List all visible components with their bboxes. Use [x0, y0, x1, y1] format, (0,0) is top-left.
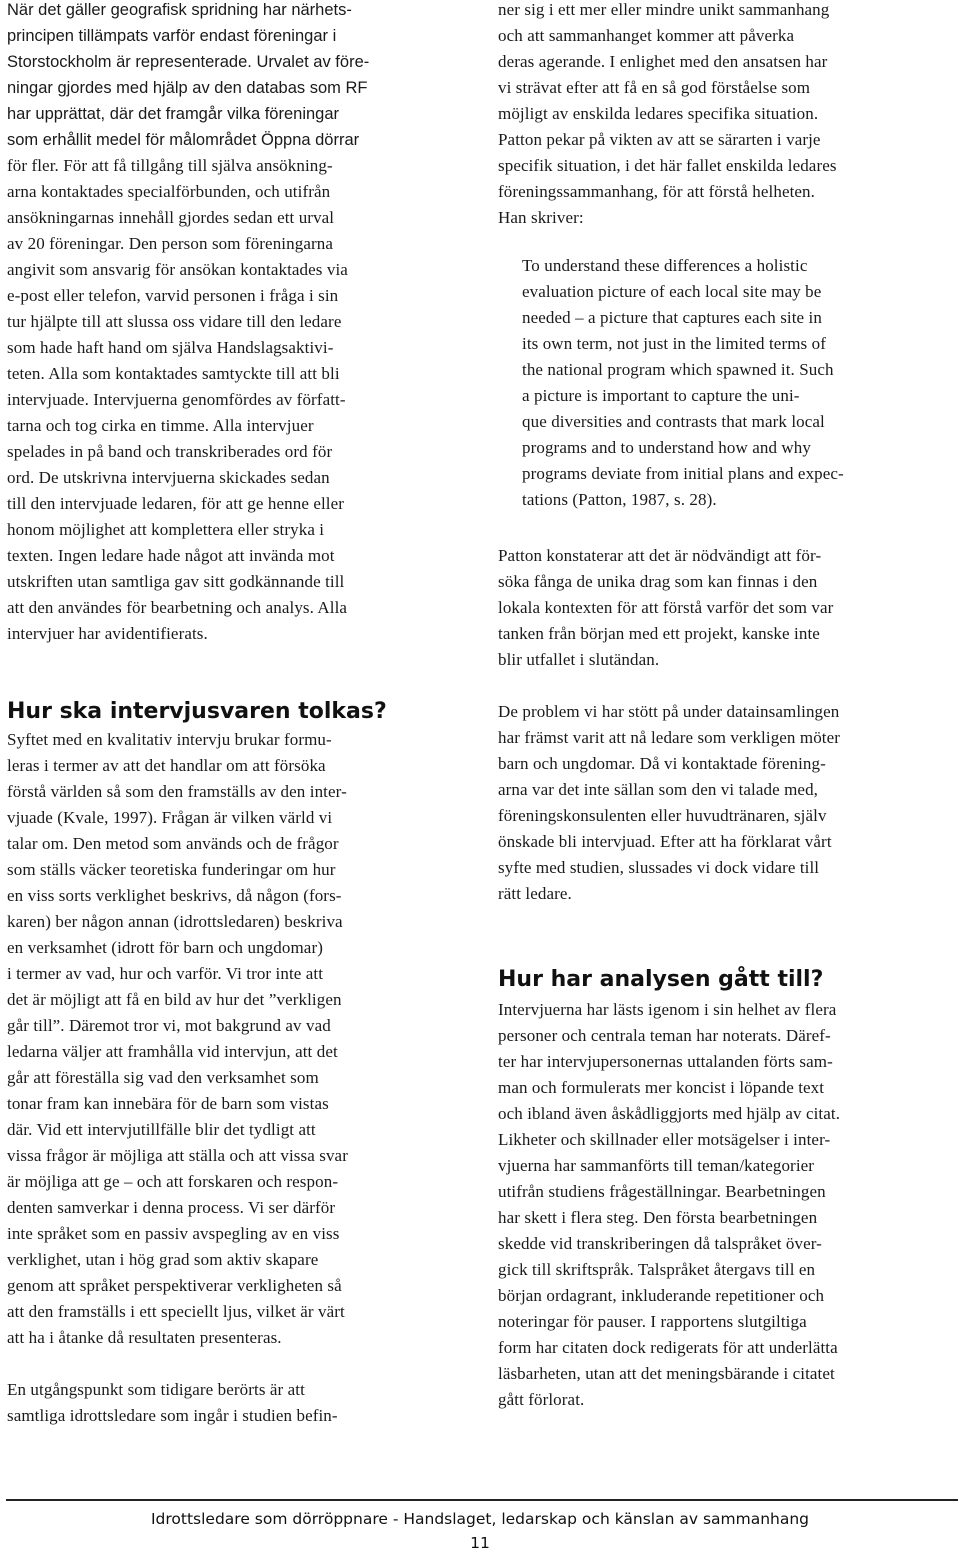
right-column	[498, 0, 950, 1413]
text-line: ord. De utskrivna intervjuerna skickades sedan	[7, 468, 330, 487]
quote-line: evaluation picture of each local site may be	[522, 282, 822, 301]
text-line: spelades in på band och transkriberades ord för	[7, 442, 333, 461]
text-line: ner sig i ett mer eller mindre unikt sammanhang	[498, 0, 830, 19]
text-line: har främst varit att nå ledare som verkligen möter	[498, 728, 841, 747]
text-line: Patton konstaterar att det är nödvändigt att för-	[498, 546, 822, 565]
text-line: föreningskonsulenten eller huvudtränaren, själv	[498, 806, 827, 825]
text-line: arna var det inte sällan som den vi talade med,	[498, 780, 819, 799]
text-line: där. Vid ett intervjutillfälle blir det tydligt att	[7, 1120, 316, 1139]
text-line: karen) ber någon annan (idrottsledaren) beskriva	[7, 912, 343, 931]
text-line: De problem vi har stött på under datainsamlingen	[498, 702, 840, 721]
text-line: utskriften utan samtliga gav sitt godkännande till	[7, 572, 345, 591]
text-line: teten. Alla som kontaktades samtyckte till att bli	[7, 364, 340, 383]
text-line: och ibland även åskådliggjorts med hjälp av citat.	[498, 1104, 841, 1123]
text-line: läsbarheten, utan att det meningsbärande i citatet	[498, 1364, 835, 1383]
text-line: är möjliga att ge – och att forskaren och respon-	[7, 1172, 339, 1191]
text-line: vjuade (Kvale, 1997). Frågan är vilken värld vi	[7, 808, 333, 827]
text-line: texten. Ingen ledare hade något att invända mot	[7, 546, 335, 565]
text-line: önskade bli intervjuad. Efter att ha förklarat vårt	[498, 832, 832, 851]
text-line: av 20 föreningar. Den person som föreningarna	[7, 234, 333, 253]
text-line: går att föreställa sig vad den verksamhet som	[7, 1068, 319, 1087]
text-line: går till”. Däremot tror vi, mot bakgrund av vad	[7, 1016, 331, 1035]
text-line: syfte med studien, slussades vi dock vidare till	[498, 858, 820, 877]
text-line: noteringar för pauser. I rapportens slutgiltiga	[498, 1312, 807, 1331]
text-line: som erhållit medel för målområdet Öppna dörrar	[7, 131, 360, 149]
running-footer-title: Idrottsledare som dörröppnare - Handslaget, ledarskap och känslan av sammanhang	[150, 1510, 810, 1528]
text-line: rätt ledare.	[498, 884, 572, 903]
text-line: När det gäller geografisk spridning har närhets-	[7, 1, 352, 19]
quote-line: a picture is important to capture the uni-	[522, 386, 800, 405]
text-line: skedde vid transkriberingen då talspråket över-	[498, 1234, 822, 1253]
text-line: som hade haft hand om själva Handslagsaktivi-	[7, 338, 334, 357]
text-line: honom möjlighet att komplettera eller stryka i	[7, 520, 325, 539]
text-line: tanken från början med ett projekt, kanske inte	[498, 624, 820, 643]
quote-line: que diversities and contrasts that mark local	[522, 412, 825, 431]
text-line: ningar gjordes med hjälp av den databas som RF	[7, 79, 368, 97]
text-line: Intervjuerna har lästs igenom i sin helhet av flera	[498, 1000, 837, 1019]
text-line: gick till skriftspråk. Talspråket återgavs till en	[498, 1260, 816, 1279]
text-line: lokala kontexten för att förstå varför det som var	[498, 598, 834, 617]
text-line: intervjuade. Intervjuerna genomfördes av författ-	[7, 390, 346, 409]
text-line: gått förlorat.	[498, 1390, 585, 1409]
text-line: angivit som ansvarig för ansökan kontaktades via	[7, 260, 348, 279]
text-line: ledarna väljer att framhålla vid intervjun, att det	[7, 1042, 338, 1061]
text-line: till den intervjuade ledaren, för att ge henne eller	[7, 494, 345, 513]
text-line: talar om. Den metod som används och de frågor	[7, 834, 339, 853]
text-line: och att sammanhanget kommer att påverka	[498, 26, 795, 45]
text-line: e-post eller telefon, varvid personen i fråga i sin	[7, 286, 339, 305]
text-line: Syftet med en kvalitativ intervju brukar formu-	[7, 730, 332, 749]
text-line: blir utfallet i slutändan.	[498, 650, 660, 669]
text-line: barn och ungdomar. Då vi kontaktade förening-	[498, 754, 826, 773]
text-line: tonar fram kan innebära för de barn som vistas	[7, 1094, 329, 1113]
left-paragraph-2	[7, 727, 460, 1351]
text-line: arna kontaktades specialförbunden, och utifrån	[7, 182, 331, 201]
quote-line: the national program which spawned it. Such	[522, 360, 834, 379]
text-line: föreningssammanhang, för att förstå helheten.	[498, 182, 816, 201]
text-line: tur hjälpte till att slussa oss vidare till den ledare	[7, 312, 342, 331]
text-line: personer och centrala teman har noterats. Däref-	[498, 1026, 831, 1045]
text-line: ter har intervjupersonernas uttalanden förts sam-	[498, 1052, 833, 1071]
right-paragraph-1	[498, 0, 950, 231]
text-line: att den användes för bearbetning och analys. Alla	[7, 598, 348, 617]
text-line: söka fånga de unika drag som kan finnas i den	[498, 572, 818, 591]
text-line: Han skriver:	[498, 208, 584, 227]
text-line: ansökningarnas innehåll gjordes sedan ett urval	[7, 208, 335, 227]
text-line: utifrån studiens frågeställningar. Bearbetningen	[498, 1182, 826, 1201]
text-line: har upprättat, där det framgår vilka föreningar	[7, 105, 340, 123]
text-line: principen tillämpats varför endast föreningar i	[7, 27, 337, 45]
text-line: leras i termer av att det handlar om att försöka	[7, 756, 326, 775]
text-line: som ställs väcker teoretiska funderingar om hur	[7, 860, 336, 879]
text-line: verklighet, utan i hög grad som aktiv skapare	[7, 1250, 319, 1269]
text-line: det är möjligt att få en bild av hur det ”verkligen	[7, 990, 342, 1009]
text-line: en viss sorts verklighet beskrivs, då någon (fors-	[7, 886, 342, 905]
text-line: Storstockholm är representerade. Urvalet av före-	[7, 53, 370, 71]
text-line: tarna och tog cirka en timme. Alla intervjuer	[7, 416, 314, 435]
text-line: En utgångspunkt som tidigare berörts är att	[7, 1380, 305, 1399]
quote-line: programs deviate from initial plans and expec-	[522, 464, 844, 483]
left-paragraph-3	[7, 1377, 460, 1429]
section-heading-interpretation: Hur ska intervjusvaren tolkas?	[7, 699, 387, 724]
quote-line: tations (Patton, 1987, s. 28).	[522, 490, 717, 509]
text-line: vi strävat efter att få en så god förståelse som	[498, 78, 811, 97]
text-line: samtliga idrottsledare som ingår i studien befin-	[7, 1406, 338, 1425]
left-paragraph-1	[7, 0, 460, 647]
text-line: att ha i åtanke då resultaten presenteras.	[7, 1328, 282, 1347]
text-line: har skett i flera steg. Den första bearbetningen	[498, 1208, 818, 1227]
quote-line: To understand these differences a holistic	[522, 256, 808, 275]
quote-line: programs and to understand how and why	[522, 438, 811, 457]
text-line: denten samverkar i denna process. Vi ser därför	[7, 1198, 336, 1217]
quote-line: needed – a picture that captures each site in	[522, 308, 822, 327]
text-line: intervjuer har avidentifierats.	[7, 624, 208, 643]
text-line: Patton pekar på vikten av att se särarten i varje	[498, 130, 821, 149]
text-line: början ordagrant, inkluderande repetitioner och	[498, 1286, 825, 1305]
text-line: specifik situation, i det här fallet enskilda ledares	[498, 156, 837, 175]
right-paragraph-4	[498, 997, 950, 1413]
right-paragraph-3	[498, 699, 950, 907]
page-number: 11	[470, 1534, 490, 1552]
footer-divider	[6, 1499, 958, 1501]
text-line: förstå världen så som den framställs av den inter-	[7, 782, 347, 801]
text-line: Likheter och skillnader eller motsägelser i inter-	[498, 1130, 831, 1149]
quote-line: its own term, not just in the limited terms of	[522, 334, 826, 353]
text-line: för fler. För att få tillgång till själva ansökning-	[7, 156, 333, 175]
text-line: man och formulerats mer koncist i löpande text	[498, 1078, 825, 1097]
text-line: en verksamhet (idrott för barn och ungdomar)	[7, 938, 323, 957]
text-line: vissa frågor är möjliga att ställa och att vissa svar	[7, 1146, 348, 1165]
right-paragraph-2	[498, 543, 950, 673]
section-heading-analysis: Hur har analysen gått till?	[498, 967, 824, 992]
text-line: form har citaten dock redigerats för att underlätta	[498, 1338, 838, 1357]
text-line: deras agerande. I enlighet med den ansatsen har	[498, 52, 828, 71]
block-quote	[498, 253, 950, 513]
text-line: möjligt av enskilda ledares specifika situation.	[498, 104, 819, 123]
text-line: i termer av vad, hur och varför. Vi tror inte att	[7, 964, 324, 983]
text-line: vjuerna har sammanförts till teman/kategorier	[498, 1156, 815, 1175]
text-line: inte språket som en passiv avspegling av en viss	[7, 1224, 340, 1243]
text-line: att den framställs i ett speciellt ljus, vilket är värt	[7, 1302, 345, 1321]
text-line: genom att språket perspektiverar verkligheten så	[7, 1276, 342, 1295]
left-column	[7, 0, 460, 1429]
